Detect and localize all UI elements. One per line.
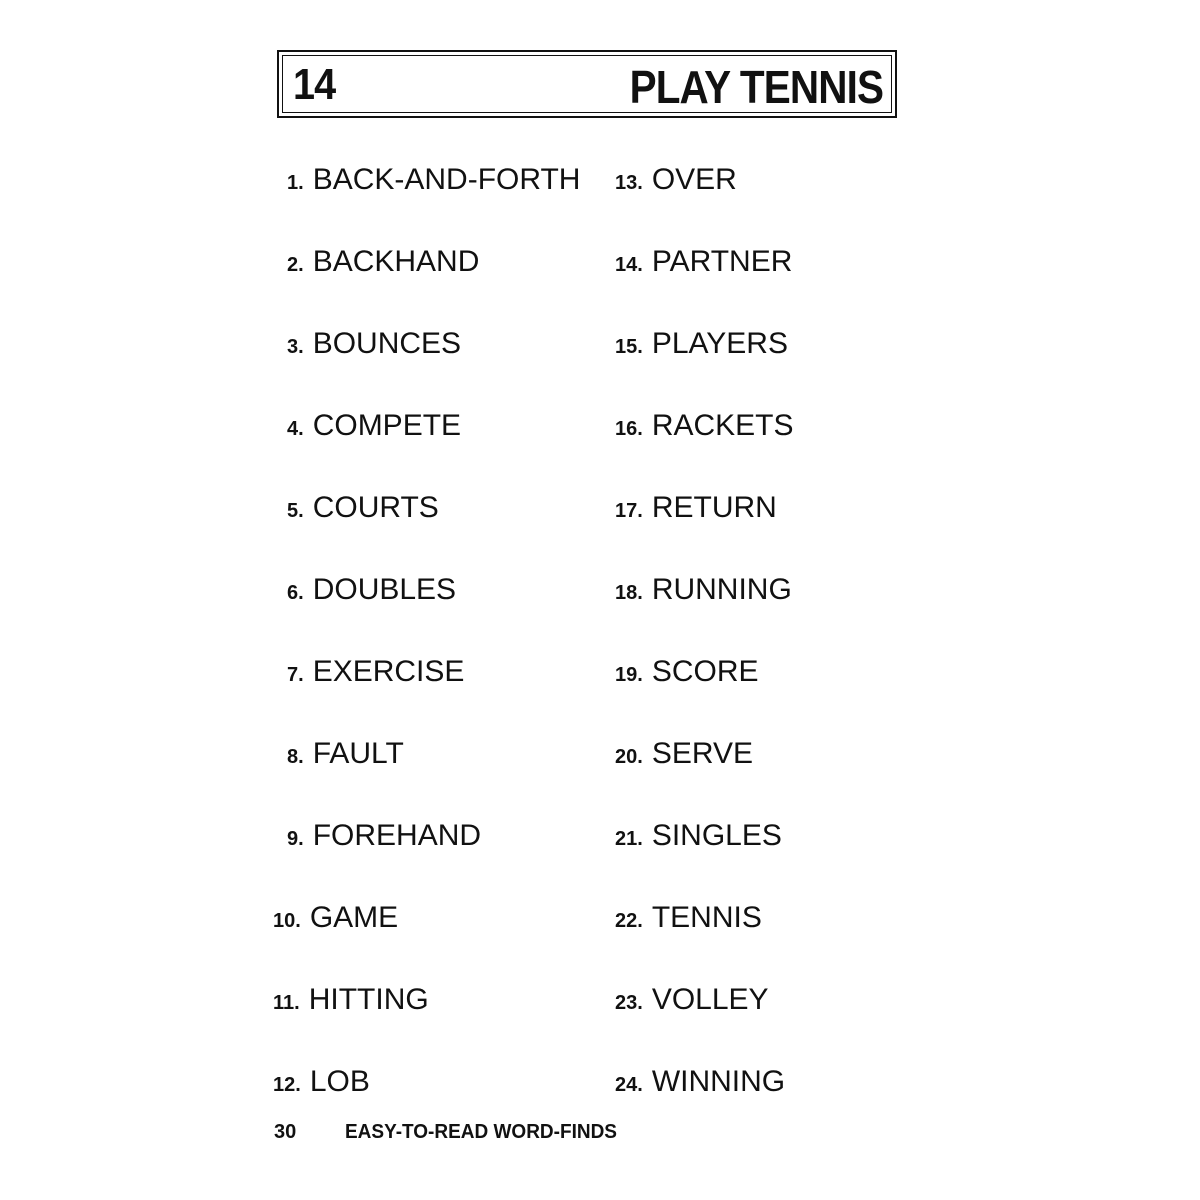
word-list-item — [615, 736, 753, 775]
word-number: 17. — [615, 500, 643, 522]
word-number: 21. — [615, 828, 643, 850]
puzzle-number: 14 — [293, 60, 336, 109]
word-list-item — [615, 982, 769, 1021]
word-text: SERVE — [651, 737, 753, 770]
word-list-item — [273, 982, 429, 1021]
word-text: HITTING — [308, 983, 429, 1016]
word-text: BACKHAND — [312, 245, 480, 278]
word-text: GAME — [309, 901, 399, 934]
word-list-item — [615, 408, 794, 447]
word-number: 9. — [287, 828, 304, 850]
word-list-item — [287, 736, 404, 775]
word-text: PLAYERS — [651, 327, 788, 360]
word-number: 13. — [615, 172, 643, 194]
word-text: DOUBLES — [312, 573, 457, 606]
word-number: 22. — [615, 910, 643, 932]
word-number: 3. — [287, 336, 304, 358]
word-list-item — [615, 818, 782, 857]
word-text: RUNNING — [651, 573, 792, 606]
word-text: SCORE — [651, 655, 759, 688]
word-number: 8. — [287, 746, 304, 768]
word-number: 18. — [615, 582, 643, 604]
word-text: RETURN — [651, 491, 777, 524]
footer-page-number: 30 — [274, 1121, 297, 1143]
word-text: TENNIS — [651, 901, 762, 934]
word-number: 6. — [287, 582, 304, 604]
footer-book-title: EASY-TO-READ WORD-FINDS — [345, 1121, 617, 1143]
word-list-item — [287, 326, 461, 365]
word-list-item — [615, 326, 788, 365]
word-number: 10. — [273, 910, 301, 932]
puzzle-title: PLAY TENNIS — [629, 61, 883, 113]
word-number: 23. — [615, 992, 643, 1014]
word-list-item — [287, 162, 580, 201]
title-box — [277, 50, 897, 118]
word-number: 12. — [273, 1074, 301, 1096]
word-number: 1. — [287, 172, 304, 194]
word-text: FAULT — [312, 737, 404, 770]
word-text: LOB — [309, 1065, 370, 1098]
word-list-item — [273, 900, 398, 939]
word-text: SINGLES — [651, 819, 782, 852]
word-number: 24. — [615, 1074, 643, 1096]
word-text: OVER — [651, 163, 737, 196]
word-number: 2. — [287, 254, 304, 276]
word-list-item — [615, 490, 777, 529]
word-number: 5. — [287, 500, 304, 522]
title-box-inner — [282, 55, 892, 113]
word-text: COMPETE — [312, 409, 462, 442]
word-text: FOREHAND — [312, 819, 482, 852]
word-list-item — [287, 654, 464, 693]
word-text: BOUNCES — [312, 327, 462, 360]
word-list-item — [273, 1064, 370, 1103]
word-list-item — [287, 572, 456, 611]
word-text: RACKETS — [651, 409, 794, 442]
word-list-item — [615, 900, 762, 939]
word-list-item — [287, 490, 439, 529]
word-list-item — [287, 244, 479, 283]
word-list-item — [615, 162, 737, 201]
word-list-item — [615, 244, 792, 283]
word-number: 15. — [615, 336, 643, 358]
word-number: 4. — [287, 418, 304, 440]
word-list-item — [287, 818, 481, 857]
word-list-item — [615, 572, 792, 611]
word-number: 16. — [615, 418, 643, 440]
word-list-item — [287, 408, 461, 447]
word-text: PARTNER — [651, 245, 793, 278]
word-number: 11. — [273, 992, 300, 1014]
word-text: EXERCISE — [312, 655, 465, 688]
word-list-item — [615, 1064, 785, 1103]
word-text: COURTS — [312, 491, 439, 524]
word-number: 20. — [615, 746, 643, 768]
word-number: 7. — [287, 664, 304, 686]
word-text: BACK-AND-FORTH — [312, 163, 581, 196]
word-number: 14. — [615, 254, 643, 276]
word-list-item — [615, 654, 759, 693]
word-text: WINNING — [651, 1065, 786, 1098]
word-number: 19. — [615, 664, 643, 686]
word-text: VOLLEY — [651, 983, 769, 1016]
